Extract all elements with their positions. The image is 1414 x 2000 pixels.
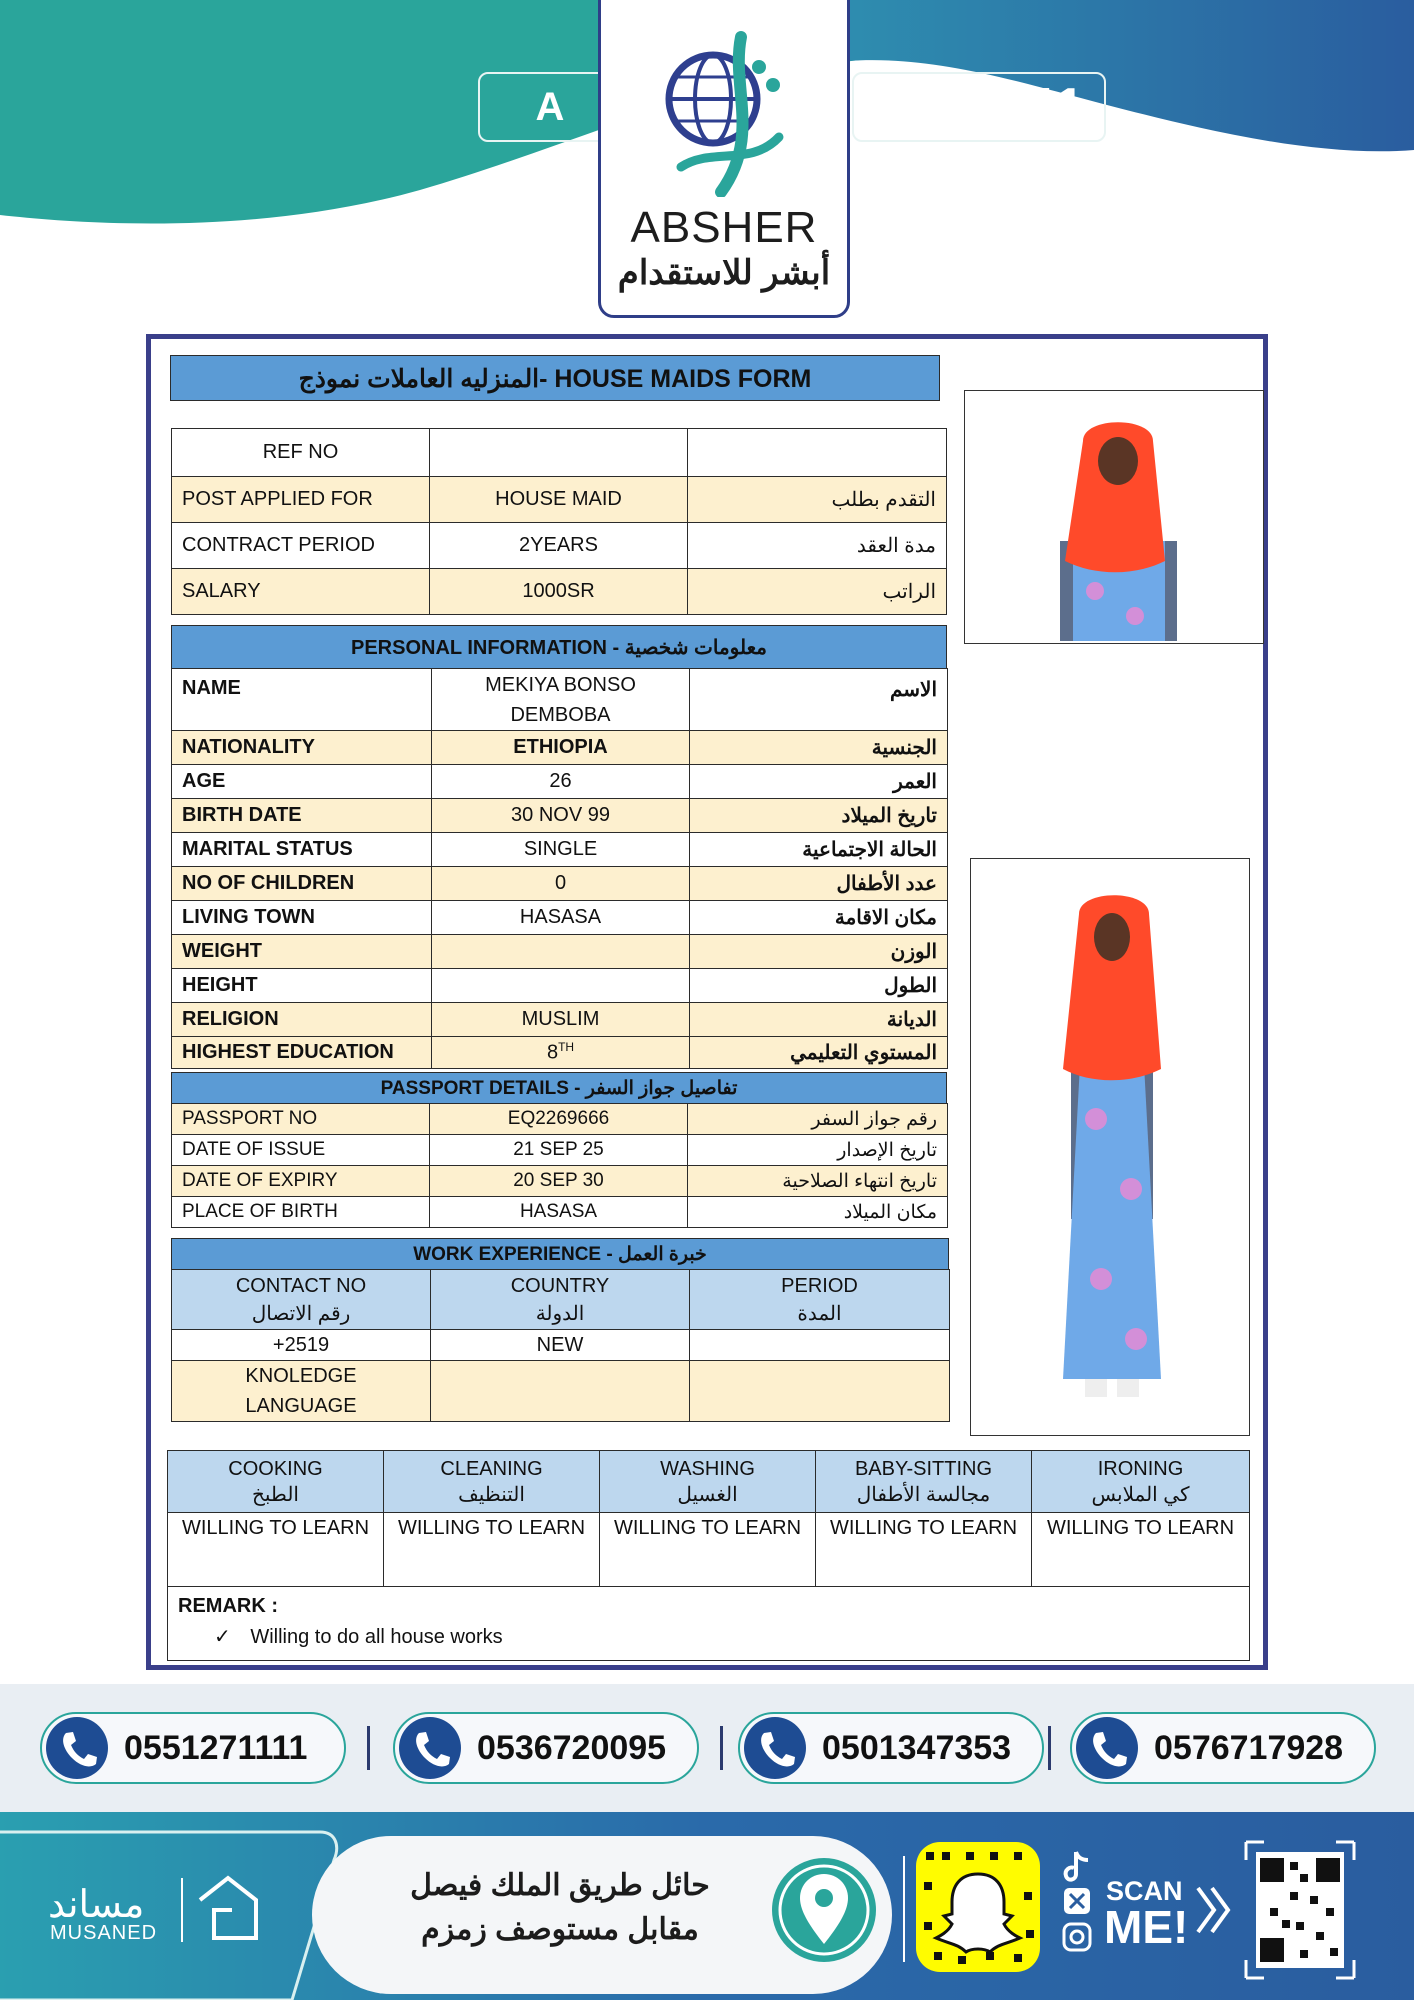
logo-text-en: ABSHER xyxy=(630,203,818,252)
children-value: 0 xyxy=(432,867,690,901)
top-info-table xyxy=(171,428,947,615)
skills-table xyxy=(167,1450,1250,1661)
personal-info-title: PERSONAL INFORMATION - معلومات شخصية xyxy=(171,625,947,669)
table-row xyxy=(172,1037,948,1069)
qr-code-icon xyxy=(1246,1842,1354,1978)
passport-no-value: EQ2269666 xyxy=(430,1104,688,1135)
phone-number-1: 0551271111 xyxy=(124,1729,308,1767)
work-header-contact xyxy=(172,1270,431,1330)
knowledge-language-label xyxy=(172,1361,431,1422)
age-label: AGE xyxy=(172,765,432,799)
height-label: HEIGHT xyxy=(172,969,432,1003)
table-row xyxy=(172,569,947,615)
skill-ironing-value: WILLING TO LEARN xyxy=(1032,1513,1250,1587)
skill-ironing-ar: كي الملابس xyxy=(1091,1483,1190,1506)
skill-ironing-en: IRONING xyxy=(1097,1457,1184,1480)
musaned-text-ar: مساند xyxy=(48,1884,145,1926)
passport-table xyxy=(171,1103,948,1228)
religion-label: RELIGION xyxy=(172,1003,432,1037)
education-ar: المستوي التعليمي xyxy=(690,1037,948,1069)
logo-text-ar: أبشر للاستقدام xyxy=(617,254,831,292)
expiry-date-label: DATE OF EXPIRY xyxy=(172,1166,430,1197)
weight-ar: الوزن xyxy=(690,935,948,969)
table-row xyxy=(172,1166,948,1197)
religion-ar: الديانة xyxy=(690,1003,948,1037)
table-row xyxy=(172,799,948,833)
passport-no-label: PASSPORT NO xyxy=(172,1104,430,1135)
name-label: NAME xyxy=(172,669,432,731)
contract-value: 2YEARS xyxy=(430,523,688,569)
birth-place-label: PLACE OF BIRTH xyxy=(172,1197,430,1228)
work-header-period-ar: المدة xyxy=(797,1302,842,1325)
work-header-period-en: PERIOD xyxy=(781,1274,858,1297)
table-row xyxy=(172,477,947,523)
remark-item xyxy=(178,1624,1239,1649)
work-header-country-ar: الدولة xyxy=(535,1302,585,1325)
salary-ar: الراتب xyxy=(688,569,947,615)
table-row xyxy=(168,1513,1250,1587)
education-value xyxy=(432,1037,690,1069)
phone-pill-2[interactable] xyxy=(393,1712,699,1784)
nationality-label: NATIONALITY xyxy=(172,731,432,765)
form-title: المنزليه العاملات نموذج- HOUSE MAIDS FORM xyxy=(170,355,940,401)
skill-cooking-value: WILLING TO LEARN xyxy=(168,1513,384,1587)
work-experience-table xyxy=(171,1269,950,1422)
table-row xyxy=(172,765,948,799)
table-row xyxy=(172,1361,950,1422)
language-label: LANGUAGE xyxy=(245,1395,357,1417)
phone-icon xyxy=(744,1717,806,1779)
footer-background xyxy=(0,1812,1414,2000)
post-label: POST APPLIED FOR xyxy=(172,477,430,523)
skill-baby-sitting-value: WILLING TO LEARN xyxy=(816,1513,1032,1587)
birth-date-ar: تاريخ الميلاد xyxy=(690,799,948,833)
cv-number: 2441 xyxy=(965,78,1086,136)
cv-prefix: CV xyxy=(872,74,956,140)
post-ar: التقدم بطلب xyxy=(688,477,947,523)
height-value xyxy=(432,969,690,1003)
ref-no-value xyxy=(430,429,688,477)
height-ar: الطول xyxy=(690,969,948,1003)
table-row xyxy=(172,1104,948,1135)
marital-status-value: SINGLE xyxy=(432,833,690,867)
phone-number-2: 0536720095 xyxy=(477,1729,667,1767)
expiry-date-ar: تاريخ انتهاء الصلاحية xyxy=(688,1166,948,1197)
work-experience-title: WORK EXPERIENCE - خبرة العمل xyxy=(171,1238,949,1270)
full-body-image xyxy=(971,859,1247,1433)
skill-header-ironing xyxy=(1032,1451,1250,1513)
phone-icon xyxy=(46,1717,108,1779)
marital-status-ar: الحالة الاجتماعية xyxy=(690,833,948,867)
table-row xyxy=(172,867,948,901)
table-row xyxy=(172,429,947,477)
remark-label: REMARK : xyxy=(178,1595,278,1617)
age-ar: العمر xyxy=(690,765,948,799)
age-value: 26 xyxy=(432,765,690,799)
phone-pill-3[interactable] xyxy=(738,1712,1044,1784)
portrait-image xyxy=(965,391,1261,641)
work-header-contact-en: CONTACT NO xyxy=(235,1274,367,1297)
birth-place-value: HASASA xyxy=(430,1197,688,1228)
name-value xyxy=(432,669,690,731)
snapchat-icon xyxy=(916,1842,1040,1972)
skill-cooking-ar: الطبخ xyxy=(251,1483,299,1506)
work-contact-value: +2519 xyxy=(172,1330,431,1361)
living-town-label: LIVING TOWN xyxy=(172,901,432,935)
religion-value: MUSLIM xyxy=(432,1003,690,1037)
remark-text: Willing to do all house works xyxy=(250,1626,503,1648)
table-row xyxy=(168,1587,1250,1661)
expiry-date-value: 20 SEP 30 xyxy=(430,1166,688,1197)
work-header-period xyxy=(690,1270,950,1330)
table-row xyxy=(172,1003,948,1037)
separator xyxy=(367,1726,370,1770)
skill-header-washing xyxy=(600,1451,816,1513)
musaned-text-en: MUSANED xyxy=(50,1922,158,1944)
table-row xyxy=(172,731,948,765)
marital-status-label: MARITAL STATUS xyxy=(172,833,432,867)
check-icon: ✓ xyxy=(214,1626,231,1648)
absher-logo-card xyxy=(598,0,850,318)
birth-place-ar: مكان الميلاد xyxy=(688,1197,948,1228)
personal-info-table xyxy=(171,668,948,1069)
table-row xyxy=(172,833,948,867)
table-row xyxy=(172,935,948,969)
salary-value: 1000SR xyxy=(430,569,688,615)
education-suffix: TH xyxy=(558,1040,575,1055)
skill-washing-ar: الغسيل xyxy=(677,1483,738,1506)
phone-icon xyxy=(399,1717,461,1779)
separator xyxy=(720,1726,723,1770)
nationality-ar: الجنسية xyxy=(690,731,948,765)
phone-pill-4[interactable] xyxy=(1070,1712,1376,1784)
skill-baby-sitting-en: BABY-SITTING xyxy=(854,1457,993,1480)
address-line-2: مقابل مستوصف زمزم xyxy=(421,1913,699,1946)
education-label: HIGHEST EDUCATION xyxy=(172,1037,432,1069)
contract-ar: مدة العقد xyxy=(688,523,947,569)
address-line-1: حائل طريق الملك فيصل xyxy=(410,1869,710,1902)
nationality-value: ETHIOPIA xyxy=(432,731,690,765)
issue-date-ar: تاريخ الإصدار xyxy=(688,1135,948,1166)
passport-no-ar: رقم جواز السفر xyxy=(688,1104,948,1135)
work-country-value: NEW xyxy=(431,1330,690,1361)
language-value xyxy=(690,1361,950,1422)
living-town-ar: مكان الاقامة xyxy=(690,901,948,935)
location-pin-icon xyxy=(772,1858,876,1962)
skill-cooking-en: COOKING xyxy=(228,1457,323,1480)
post-value: HOUSE MAID xyxy=(430,477,688,523)
table-row xyxy=(172,1135,948,1166)
table-row xyxy=(172,901,948,935)
variant-letter: A xyxy=(535,84,565,129)
work-period-value xyxy=(690,1330,950,1361)
table-row xyxy=(172,1330,950,1361)
weight-value xyxy=(432,935,690,969)
passport-title: PASSPORT DETAILS - تفاصيل جواز السفر xyxy=(171,1072,947,1104)
skill-baby-sitting-ar: مجالسة الأطفال xyxy=(856,1483,991,1506)
children-ar: عدد الأطفال xyxy=(690,867,948,901)
phone-pill-1[interactable] xyxy=(40,1712,346,1784)
portrait-photo xyxy=(964,390,1264,644)
weight-label: WEIGHT xyxy=(172,935,432,969)
living-town-value: HASASA xyxy=(432,901,690,935)
table-row xyxy=(172,1270,950,1330)
ref-no-ar xyxy=(688,429,947,477)
table-row xyxy=(172,969,948,1003)
ref-no-label: REF NO xyxy=(172,429,430,477)
full-body-photo xyxy=(970,858,1250,1436)
salary-label: SALARY xyxy=(172,569,430,615)
issue-date-label: DATE OF ISSUE xyxy=(172,1135,430,1166)
skill-washing-en: WASHING xyxy=(660,1457,755,1480)
table-row xyxy=(172,1197,948,1228)
globe-icon xyxy=(661,27,791,197)
table-row xyxy=(168,1451,1250,1513)
skill-header-cooking xyxy=(168,1451,384,1513)
education-number: 8 xyxy=(546,1041,559,1064)
phone-number-3: 0501347353 xyxy=(822,1729,1012,1767)
birth-date-value: 30 NOV 99 xyxy=(432,799,690,833)
phone-number-4: 0576717928 xyxy=(1154,1729,1344,1767)
table-row xyxy=(172,523,947,569)
skill-cleaning-value: WILLING TO LEARN xyxy=(384,1513,600,1587)
contract-label: CONTRACT PERIOD xyxy=(172,523,430,569)
skill-washing-value: WILLING TO LEARN xyxy=(600,1513,816,1587)
me-text: ME! xyxy=(1104,1901,1189,1953)
knowledge-label: KNOLEDGE xyxy=(245,1365,357,1387)
birth-date-label: BIRTH DATE xyxy=(172,799,432,833)
issue-date-value: 21 SEP 25 xyxy=(430,1135,688,1166)
x-icon xyxy=(1064,1888,1090,1914)
skill-header-baby-sitting xyxy=(816,1451,1032,1513)
work-header-country-en: COUNTRY xyxy=(510,1274,610,1297)
work-header-contact-ar: رقم الاتصال xyxy=(251,1302,351,1325)
work-header-country xyxy=(431,1270,690,1330)
remark-cell xyxy=(168,1587,1250,1661)
name-value-line-1: MEKIYA BONSO xyxy=(485,673,636,696)
skill-cleaning-ar: التنظيف xyxy=(458,1483,525,1506)
cv-number-badge xyxy=(852,72,1106,142)
skill-header-cleaning xyxy=(384,1451,600,1513)
separator xyxy=(1048,1726,1051,1770)
table-row xyxy=(172,669,948,731)
name-value-line-2: DEMBOBA xyxy=(510,703,611,726)
skill-cleaning-en: CLEANING xyxy=(440,1457,543,1480)
scan-text: SCAN xyxy=(1106,1876,1183,1906)
children-label: NO OF CHILDREN xyxy=(172,867,432,901)
name-ar: الاسم xyxy=(690,669,948,731)
phone-icon xyxy=(1076,1717,1138,1779)
knowledge-value xyxy=(431,1361,690,1422)
